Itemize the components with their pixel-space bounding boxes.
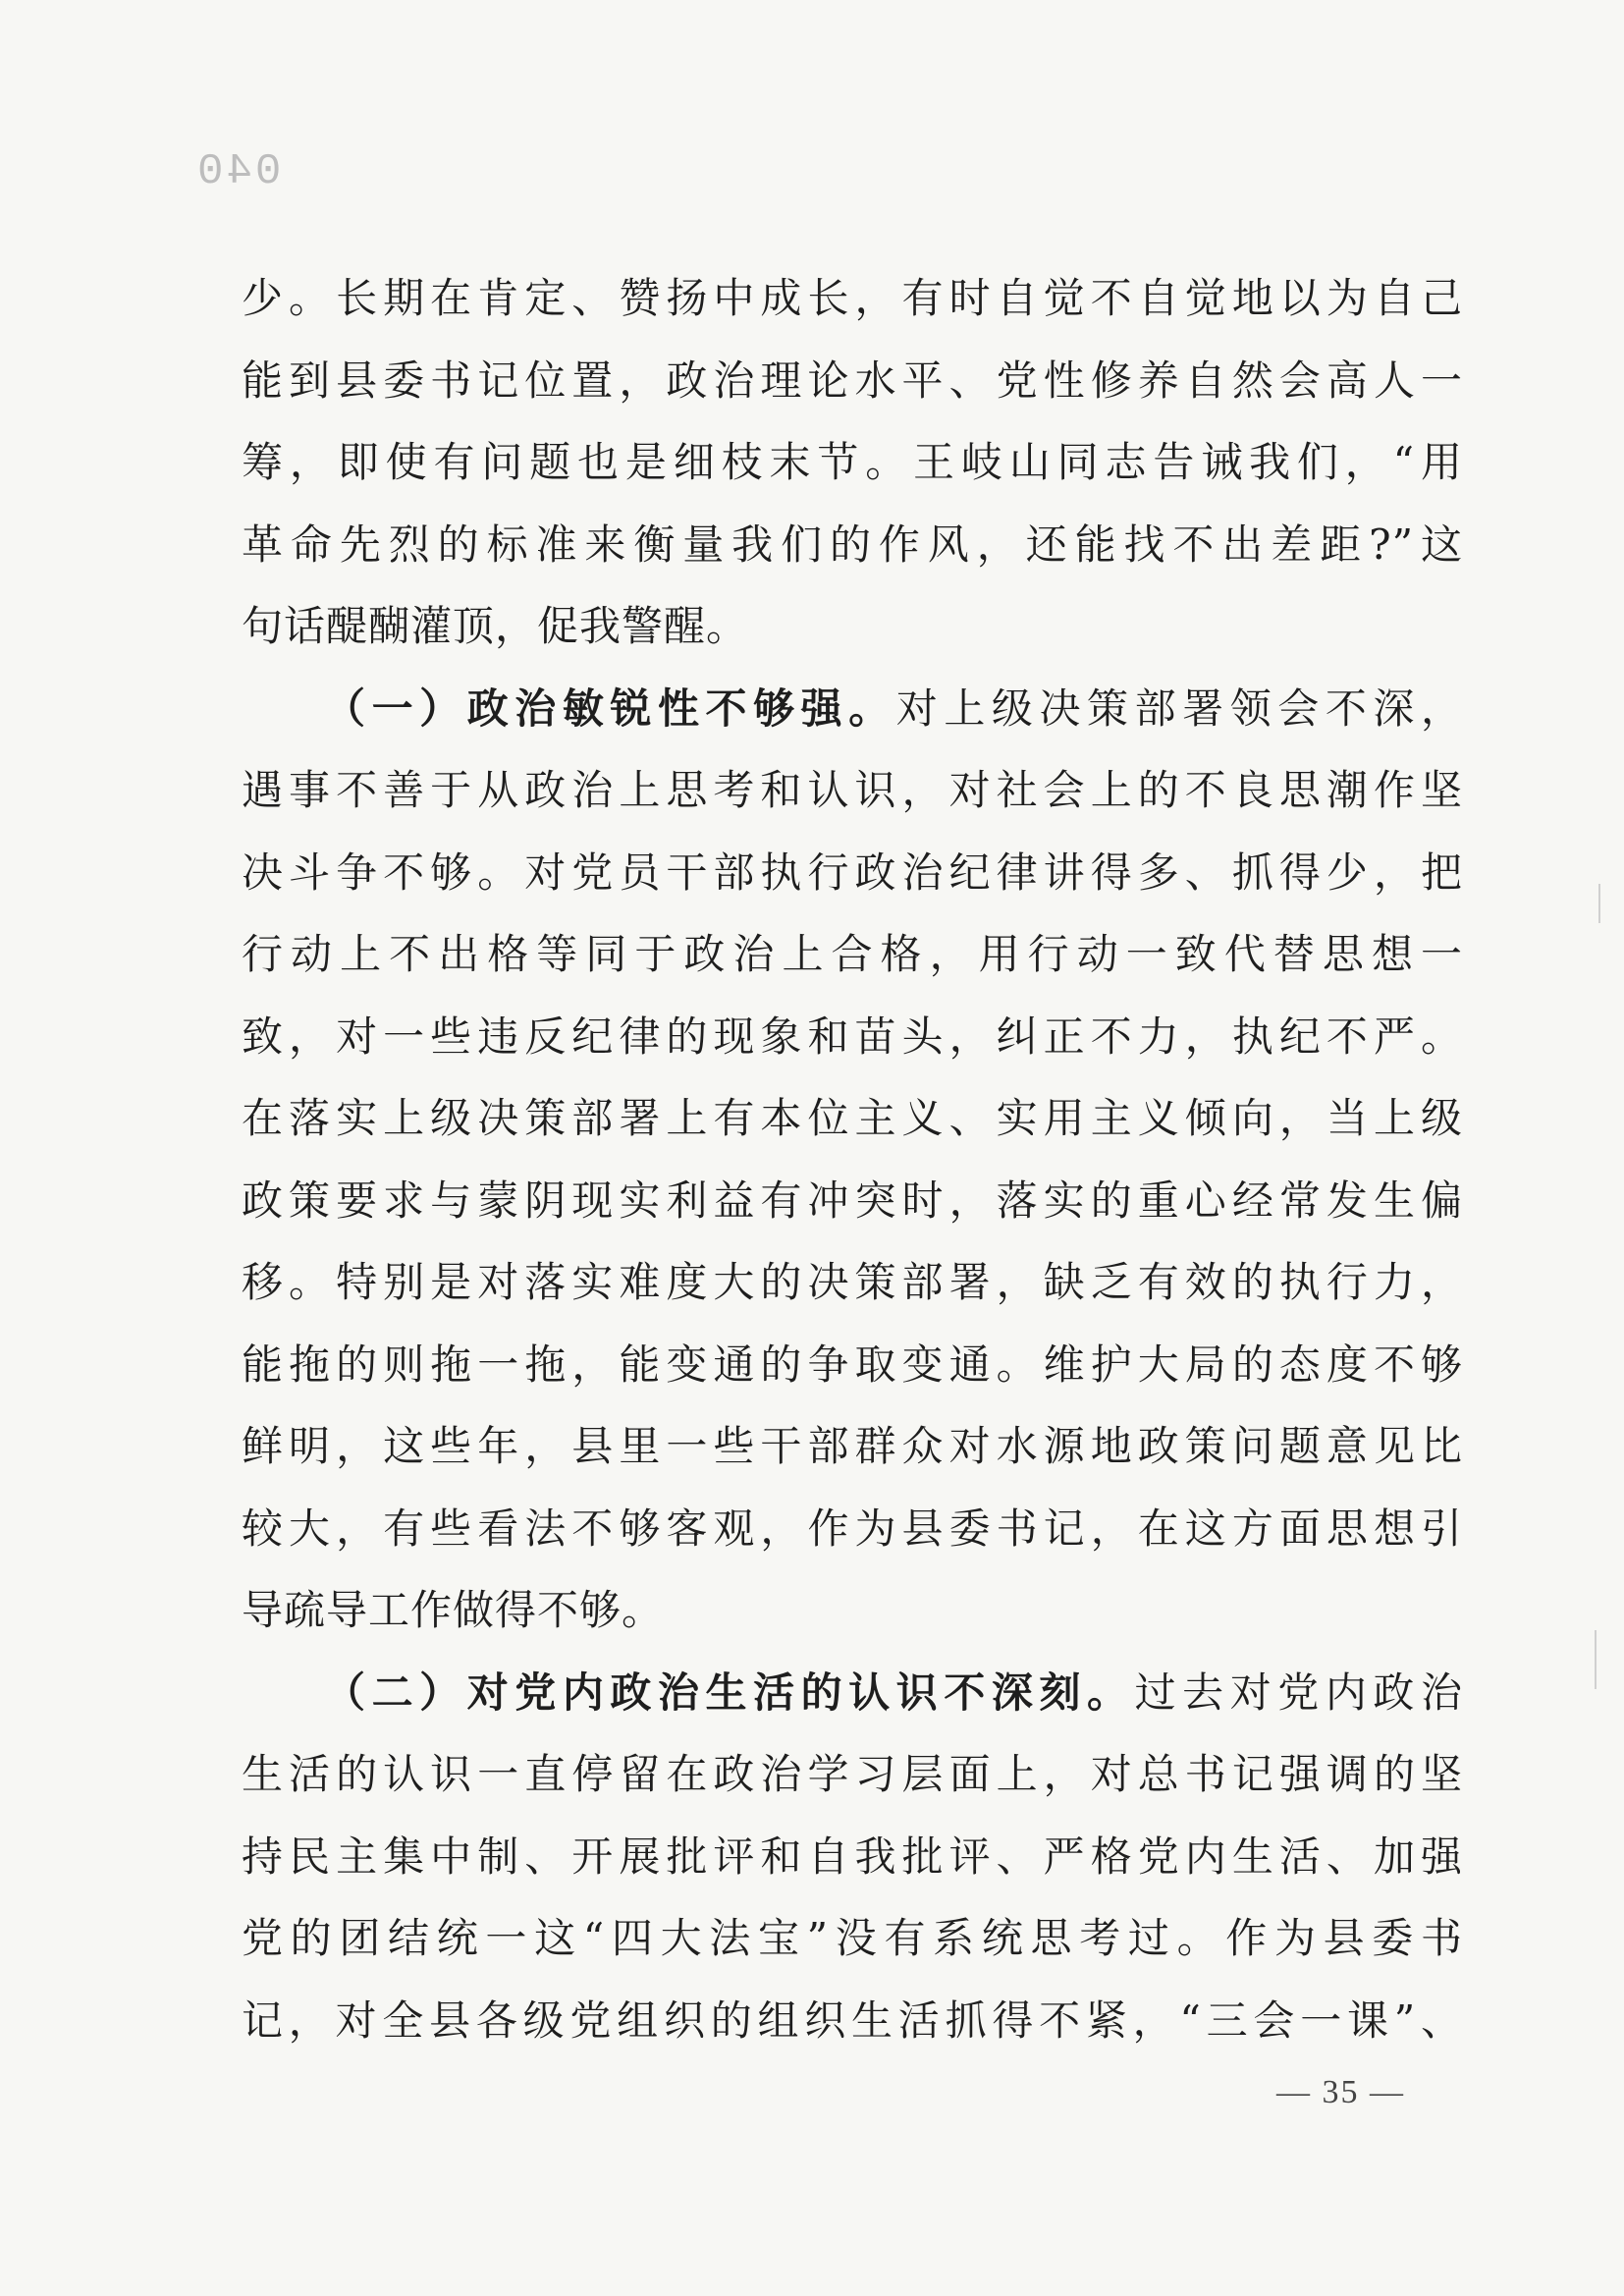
archive-stamp-number: 040 [194,147,282,196]
text-line: 决斗争不够。对党员干部执行政治纪律讲得多、抓得少，把 [242,847,1463,897]
text-line: 移。特别是对落实难度大的决策部署，缺乏有效的执行力， [242,1258,1463,1306]
text-line: 句话醍醐灌顶，促我警醒。 [242,602,749,650]
section-2-first-line [242,1652,1463,1734]
text-line: 鲜明，这些年，县里一些干部群众对水源地政策问题意见比 [242,1422,1463,1470]
section-1-lead: 对上级决策部署领会不深， [895,683,1463,733]
text-line: 生活的认识一直停留在政治学习层面上，对总书记强调的坚 [242,1750,1463,1798]
text-line: 少。长期在肯定、赞扬中成长，有时自觉不自觉地以为自己 [242,274,1463,322]
text-line: 在落实上级决策部署上有本位主义、实用主义倾向，当上级 [242,1094,1463,1142]
section-2-lead: 过去对党内政治 [1134,1667,1463,1717]
text-line: 革命先烈的标准来衡量我们的作风，还能找不出差距?”这 [242,519,1463,569]
page-number: — 35 — [1276,2074,1405,2110]
text-line: 能拖的则拖一拖，能变通的争取变通。维护大局的态度不够 [242,1339,1463,1389]
section-1-heading: （一）政治敏锐性不够强。 [324,683,896,733]
text-line: 导疏导工作做得不够。 [242,1586,665,1634]
text-line: 持民主集中制、开展批评和自我批评、严格党内生活、加强 [242,1831,1463,1881]
section-2-heading: （二）对党内政治生活的认识不深刻。 [324,1667,1135,1717]
scan-edge-mark [1595,1630,1597,1689]
text-line: 能到县委书记位置，政治理论水平、党性修养自然会高人一 [242,355,1463,405]
text-line: 党的团结统一这“四大法宝”没有系统思考过。作为县委书 [242,1914,1463,1962]
text-line: 遇事不善于从政治上思考和认识，对社会上的不良思潮作坚 [242,766,1463,814]
section-1-first-line [242,668,1463,750]
text-line: 行动上不出格等同于政治上合格，用行动一致代替思想一 [242,930,1463,978]
body-text [242,257,1463,2061]
text-line: 致，对一些违反纪律的现象和苗头，纠正不力，执纪不严。 [242,1011,1463,1061]
scan-edge-mark [1598,884,1600,923]
text-line: 筹，即使有问题也是细枝末节。王岐山同志告诫我们，“用 [242,438,1463,486]
text-line: 较大，有些看法不够客观，作为县委书记，在这方面思想引 [242,1503,1463,1553]
text-line: 记，对全县各级党组织的组织生活抓得不紧，“三会一课”、 [242,1995,1463,2045]
text-line: 政策要求与蒙阴现实利益有冲突时，落实的重心经常发生偏 [242,1175,1463,1225]
